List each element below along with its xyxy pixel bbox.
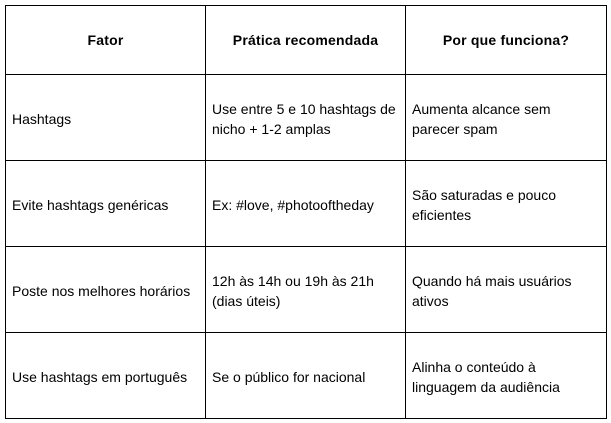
header-row: [6, 6, 607, 75]
header-por-que-funciona: Por que funciona?: [406, 6, 607, 75]
cell-fator: Poste nos melhores horários: [6, 247, 206, 333]
table-row: [6, 247, 607, 333]
cell-fator: Evite hashtags genéricas: [6, 161, 206, 247]
cell-motivo: Alinha o conteúdo à linguagem da audiência: [406, 333, 607, 419]
table-row: [6, 161, 607, 247]
cell-pratica: Use entre 5 e 10 hashtags de nicho + 1-2 amplas: [206, 75, 406, 161]
table-header: [6, 6, 607, 75]
cell-pratica: Se o público for nacional: [206, 333, 406, 419]
cell-fator: Use hashtags em português: [6, 333, 206, 419]
cell-fator: Hashtags: [6, 75, 206, 161]
hashtag-practices-table: [5, 5, 607, 419]
cell-motivo: São saturadas e pouco eficientes: [406, 161, 607, 247]
cell-pratica: 12h às 14h ou 19h às 21h (dias úteis): [206, 247, 406, 333]
table-row: [6, 333, 607, 419]
cell-pratica: Ex: #love, #photooftheday: [206, 161, 406, 247]
header-pratica-recomendada: Prática recomendada: [206, 6, 406, 75]
cell-motivo: Quando há mais usuários ativos: [406, 247, 607, 333]
header-fator: Fator: [6, 6, 206, 75]
table-body: [6, 75, 607, 419]
cell-motivo: Aumenta alcance sem parecer spam: [406, 75, 607, 161]
table-row: [6, 75, 607, 161]
